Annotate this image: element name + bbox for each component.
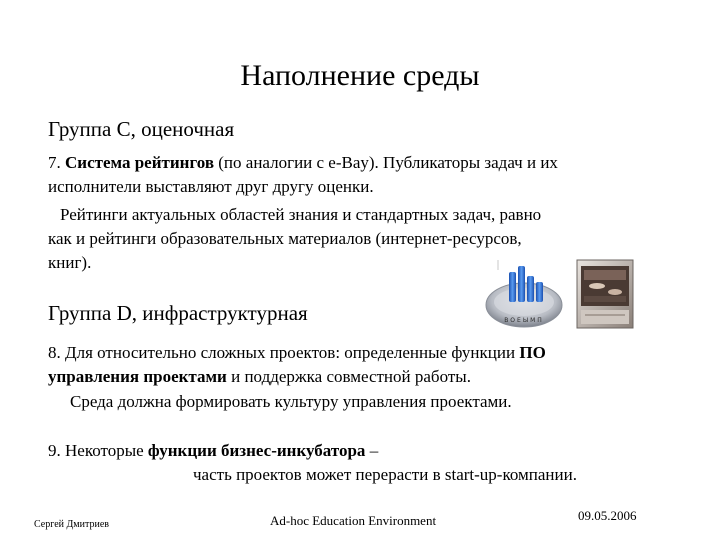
item-9-line-1-dash: – xyxy=(369,441,379,460)
logo-text: ВОЕЫМП xyxy=(504,317,544,324)
item-8-line-2-bold: управления проектами xyxy=(48,367,227,386)
item-8-line-1-text: 8. Для относительно сложных проектов: определенные функции xyxy=(48,343,516,362)
group-c-heading: Группа С, оценочная xyxy=(48,117,235,141)
bar-chart-logo-icon xyxy=(484,258,564,330)
footer-date: 09.05.2006 xyxy=(578,508,637,523)
item-7-line-4: как и рейтинги образовательных материалов (интернет-ресурсов, xyxy=(48,229,522,248)
item-8-line-2 xyxy=(48,365,471,389)
group-d-heading: Группа D, инфраструктурная xyxy=(48,301,308,325)
item-9-line-2: часть проектов может перерасти в start-up-компании. xyxy=(193,465,577,484)
server-box-icon xyxy=(575,258,635,330)
item-9-line-1-text: 9. Некоторые xyxy=(48,441,144,460)
item-8-line-1-bold: ПО xyxy=(519,343,546,362)
item-7-line-3: Рейтинги актуальных областей знания и стандартных задач, равно xyxy=(60,205,542,224)
footer-center: Ad-hoc Education Environment xyxy=(270,513,437,528)
item-7-line-5: книг). xyxy=(48,253,92,272)
item-8-line-2-rest: и поддержка совместной работы. xyxy=(231,367,471,386)
item-8-line-1 xyxy=(48,341,546,365)
footer-author: Сергей Дмитриев xyxy=(34,519,109,530)
item-7-line-1 xyxy=(48,151,558,175)
item-9-line-1 xyxy=(48,439,378,463)
server-box-image xyxy=(575,258,635,330)
bar-chart-logo-image xyxy=(484,258,564,330)
item-7-line-2: исполнители выставляют друг другу оценки. xyxy=(48,177,374,196)
item-7-number: 7. xyxy=(48,153,61,172)
item-9-line-1-bold: функции бизнес-инкубатора xyxy=(147,441,366,460)
slide-title: Наполнение среды xyxy=(240,59,480,92)
item-7-line-1-rest: (по аналогии с e-Bay). Публикаторы задач и их xyxy=(218,153,558,172)
item-8-line-3: Среда должна формировать культуру управления проектами. xyxy=(70,392,512,411)
item-7-bold: Система рейтингов xyxy=(65,153,215,172)
